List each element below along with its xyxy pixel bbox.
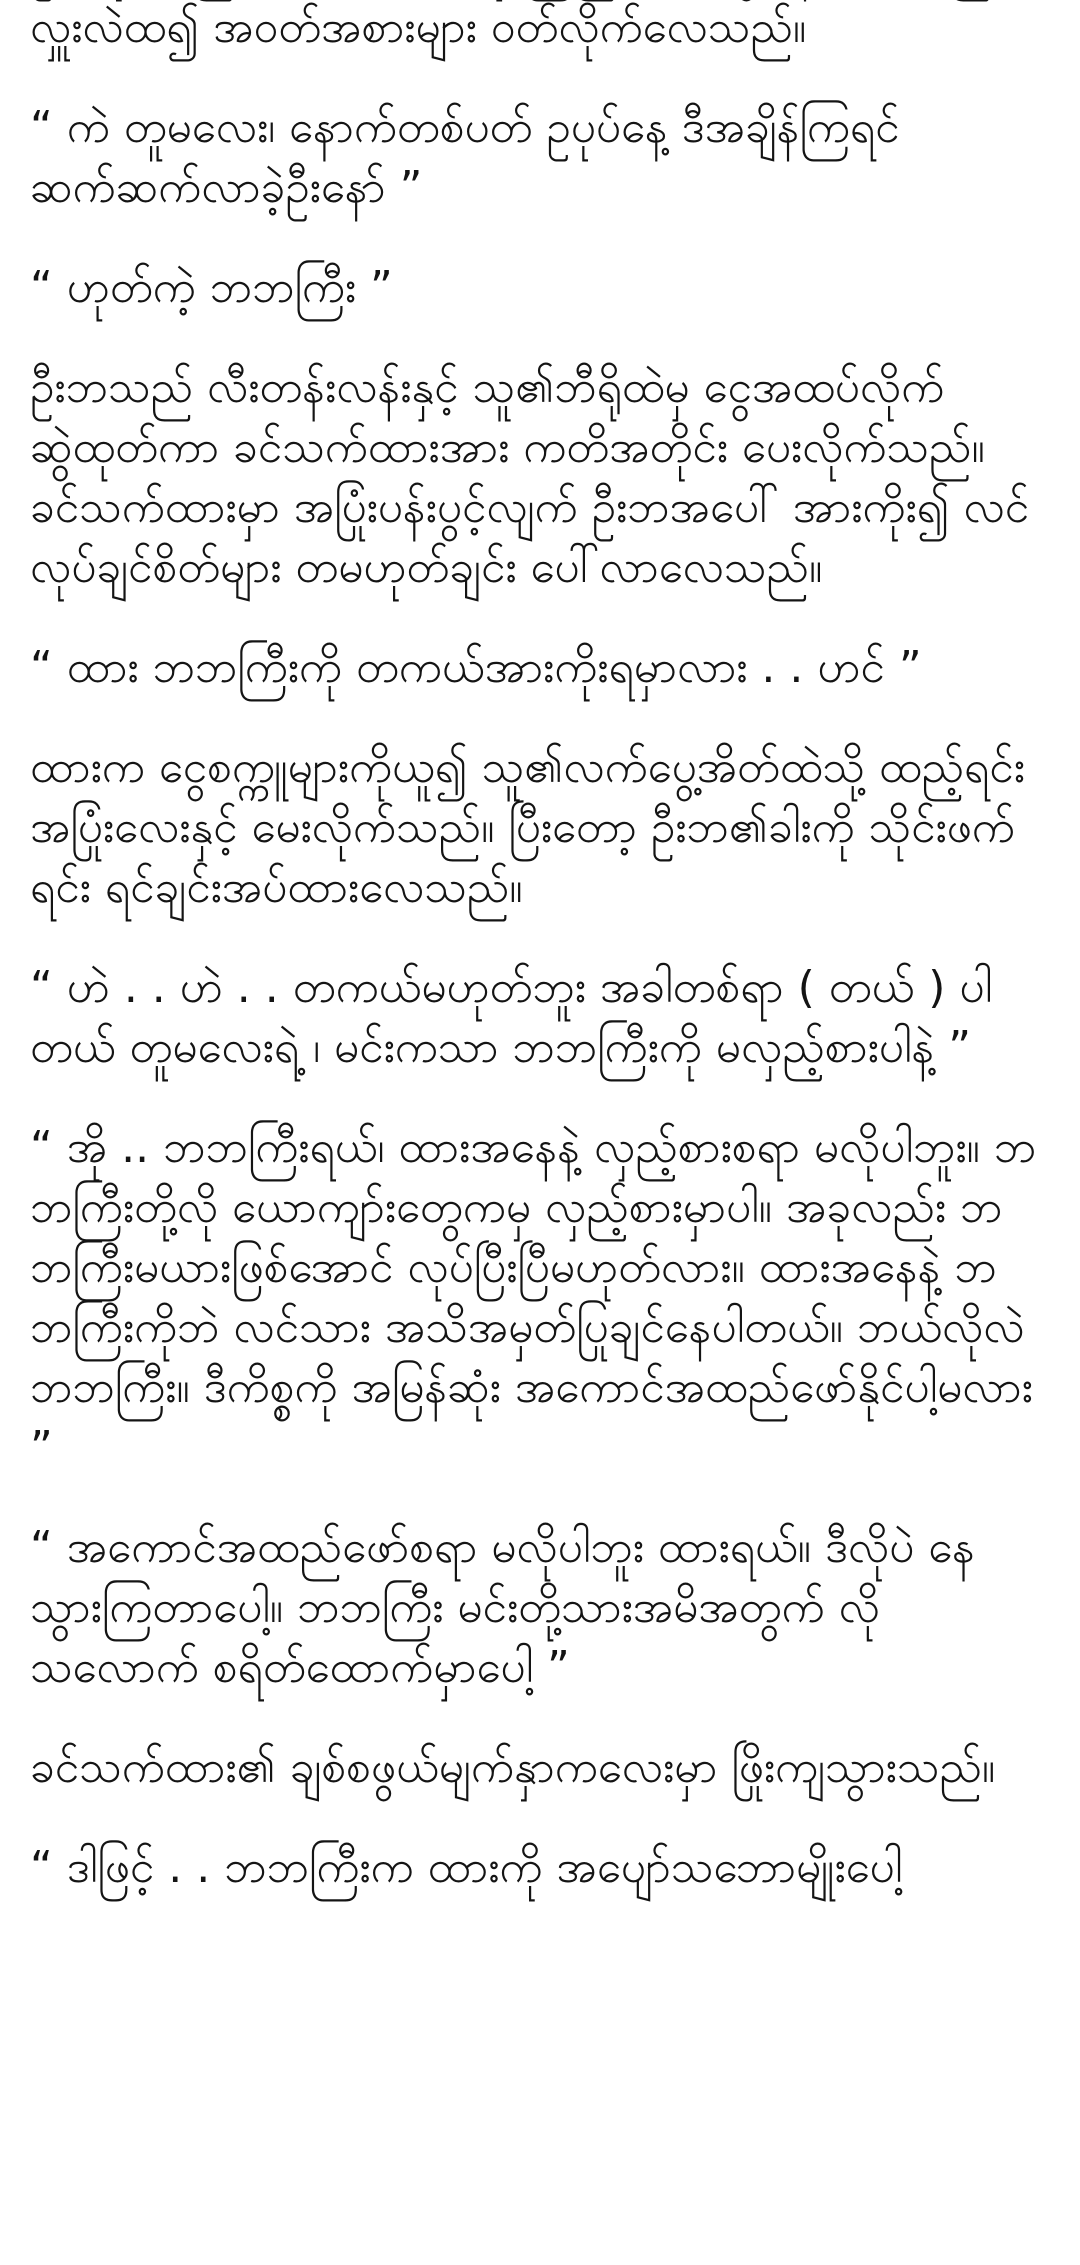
paragraph: “ အို .. ဘဘကြီးရယ်၊ ထားအနေနဲ့ လှည့်စားစရာ မလိုပါဘူး။ ဘဘကြီးတို့လို ယောကျာ်းတွေကမှ လှည့်စားမှာပါ။ အခုလည်း ဘဘကြီးမယားဖြစ်အောင် လုပ်ပြီးပြီမဟုတ်လား။ ထားအနေနဲ့ ဘဘကြီးကိုဘဲ လင်သား အသိအမှတ်ပြုချင်နေပါတယ်။ ဘယ်လိုလဲ ဘဘကြီး။ ဒီကိစ္စကို အမြန်ဆုံး အကောင်အထည်ဖော်နိုင်ပါ့မလား ” [30,1122,1037,1473]
paragraph: လှူးလဲထ၍ အဝတ်အစားများ ဝတ်လိုက်လေသည်။ [30,2,807,53]
paragraph: “ ဟဲ . . ဟဲ . . တကယ်မဟုတ်ဘူး အခါတစ်ရာ ( တယ် ) ပါတယ် တူမလေးရဲ့ ၊ မင်းကသာ ဘဘကြီးကို မလှည့်စားပါနဲ့ ” [30,962,993,1073]
paragraph: “ ကဲ တူမလေး၊ နောက်တစ်ပတ် ဥပုပ်နေ့ ဒီအချိန်ကြရင် ဆက်ဆက်လာခဲ့ဦးနော် ” [30,102,900,213]
paragraph: “ ဟုတ်ကဲ့ ဘဘကြီး ” [30,262,393,313]
paragraph: ဦးဘသည် လီးတန်းလန်းနှင့် သူ၏ဘီရိုထဲမှ ငွေအထပ်လိုက် ဆွဲထုတ်ကာ ခင်သက်ထားအား ကတိအတိုင်း ပေးလိုက်သည်။ ခင်သက်ထားမှာ အပြုံးပန်းပွင့်လျက် ဦးဘအပေါ် အားကိုး၍ လင်လုပ်ချင်စိတ်များ တမဟုတ်ချင်း ပေါ်လာလေသည်။ [30,362,1030,593]
paragraph: ခင်သက်ထား၏ ချစ်စဖွယ်မျက်နှာကလေးမှာ ဖြိုးကျသွားသည်။ [30,1742,996,1793]
paragraph: ထားက ငွေစက္ကူများကိုယူ၍ သူ၏လက်ပွေ့အိတ်ထဲသို့ ထည့်ရင်း အပြုံးလေးနှင့် မေးလိုက်သည်။ ပြီးတော့ ဦးဘ၏ခါးကို သိုင်းဖက်ရင်း ရင်ချင်းအပ်ထားလေသည်။ [30,742,1025,913]
paragraph: “ ဒါဖြင့် . . ဘဘကြီးက ထားကို အပျော်သဘောမျိုးပေါ့ [30,1842,903,1893]
paragraph: “ ထား ဘဘကြီးကို တကယ်အားကိုးရမှာလား . . ဟင် ” [30,642,922,693]
paragraph: “ အကောင်အထည်ဖော်စရာ မလိုပါဘူး ထားရယ်။ ဒီလိုပဲ နေသွားကြတာပေါ့။ ဘဘကြီး မင်းတို့သားအမိအတွက် လိုသလောက် စရိတ်ထောက်မှာပေါ့ ” [30,1522,975,1693]
